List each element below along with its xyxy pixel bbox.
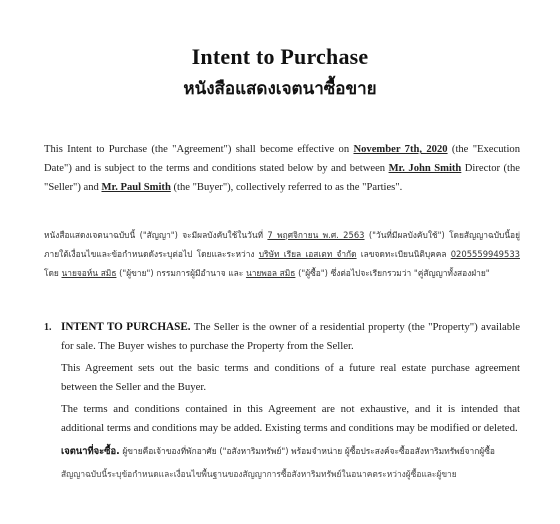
buyer-name-thai: นายพอล สมิธ xyxy=(245,268,296,278)
seller-name: Mr. John Smith xyxy=(388,163,462,174)
section-intent-to-purchase xyxy=(44,318,520,483)
section-paragraph: This Agreement sets out the basic terms and conditions of a future real estate purchase agreement between the Seller and the Buyer. xyxy=(61,362,520,393)
intro-paragraph-english xyxy=(44,140,520,197)
document-title-thai: หนังสือแสดงเจตนาซื้อขาย xyxy=(183,79,377,99)
intro-text-thai: ("ผู้ขาย") กรรมการผู้มีอำนาจ และ xyxy=(116,268,246,278)
section-paragraph-thai xyxy=(44,442,520,461)
document-title: Intent to Purchase xyxy=(191,44,369,69)
intro-text-thai: โดย xyxy=(44,268,62,278)
section-number: 1. xyxy=(44,322,52,333)
buyer-name: Mr. Paul Smith xyxy=(101,182,171,193)
intro-paragraph-thai xyxy=(44,226,520,283)
execution-date: November 7th, 2020 xyxy=(353,144,448,155)
section-paragraph-thai-cut: สัญญาฉบับนี้ระบุข้อกำหนดและเงื่อนไขพื้นฐานของสัญญาการซื้อสังหาริมทรัพย์ในอนาคตระหว่างผู้ซื้อและผู้ขาย xyxy=(61,469,457,479)
intro-text: (the "Execution Date") and is subject to the terms and conditions stated below by and between xyxy=(44,144,520,174)
section-title: INTENT TO PURCHASE. xyxy=(61,321,191,333)
company-name-thai: บริษัท เรียล เอสเตท จำกัด xyxy=(258,249,357,259)
intro-text-thai: ("ผู้ซื้อ") ซึ่งต่อไปจะเรียกรวมว่า "คู่สัญญาทั้งสองฝ่าย" xyxy=(295,268,490,278)
section-paragraph: The terms and conditions contained in this Agreement are not exhaustive, and it is intended that additional terms and conditions may be added. Existing terms and conditions may be modified or deleted. xyxy=(61,403,520,434)
intro-text-thai: เลขจดทะเบียนนิติบุคคล xyxy=(356,249,451,259)
seller-name-thai: นายจอห์น สมิธ xyxy=(61,268,117,278)
intro-text-thai: หนังสือแสดงเจตนาฉบับนี้ ("สัญญา") จะมีผลบังคับใช้ในวันที่ xyxy=(44,230,268,240)
intro-text: (the "Buyer"), collectively referred to as the "Parties". xyxy=(170,182,403,193)
intro-text: Director (the "Seller") and xyxy=(44,163,520,193)
section-text-thai: ผู้ขายคือเจ้าของที่พักอาศัย ("อสังหาริมทรัพย์") พร้อมจำหน่าย ผู้ซื้อประสงค์จะซื้ออสังหาริมทรัพย์จากผู้ซื้อ xyxy=(119,446,495,456)
intro-text: This Intent to Purchase (the "Agreement") shall become effective on xyxy=(44,144,354,155)
registration-number: 0205559949533 xyxy=(450,249,520,259)
section-lead-text: The Seller is the owner of a residential property (the "Property") available for sale. The Buyer wishes to purchase the Property from the Seller. xyxy=(61,321,520,352)
section-title-thai: เจตนาที่จะซื้อ. xyxy=(61,446,120,457)
section-lead-paragraph xyxy=(44,318,520,356)
execution-date-thai: 7 พฤศจิกายน พ.ศ. 2563 xyxy=(267,230,365,240)
intro-text-thai: ("วันที่มีผลบังคับใช้") โดยสัญญาฉบับนี้อยู่ภายใต้เงื่อนไขและข้อกำหนดดังระบุต่อไป โดยและระหว่าง xyxy=(44,230,520,259)
